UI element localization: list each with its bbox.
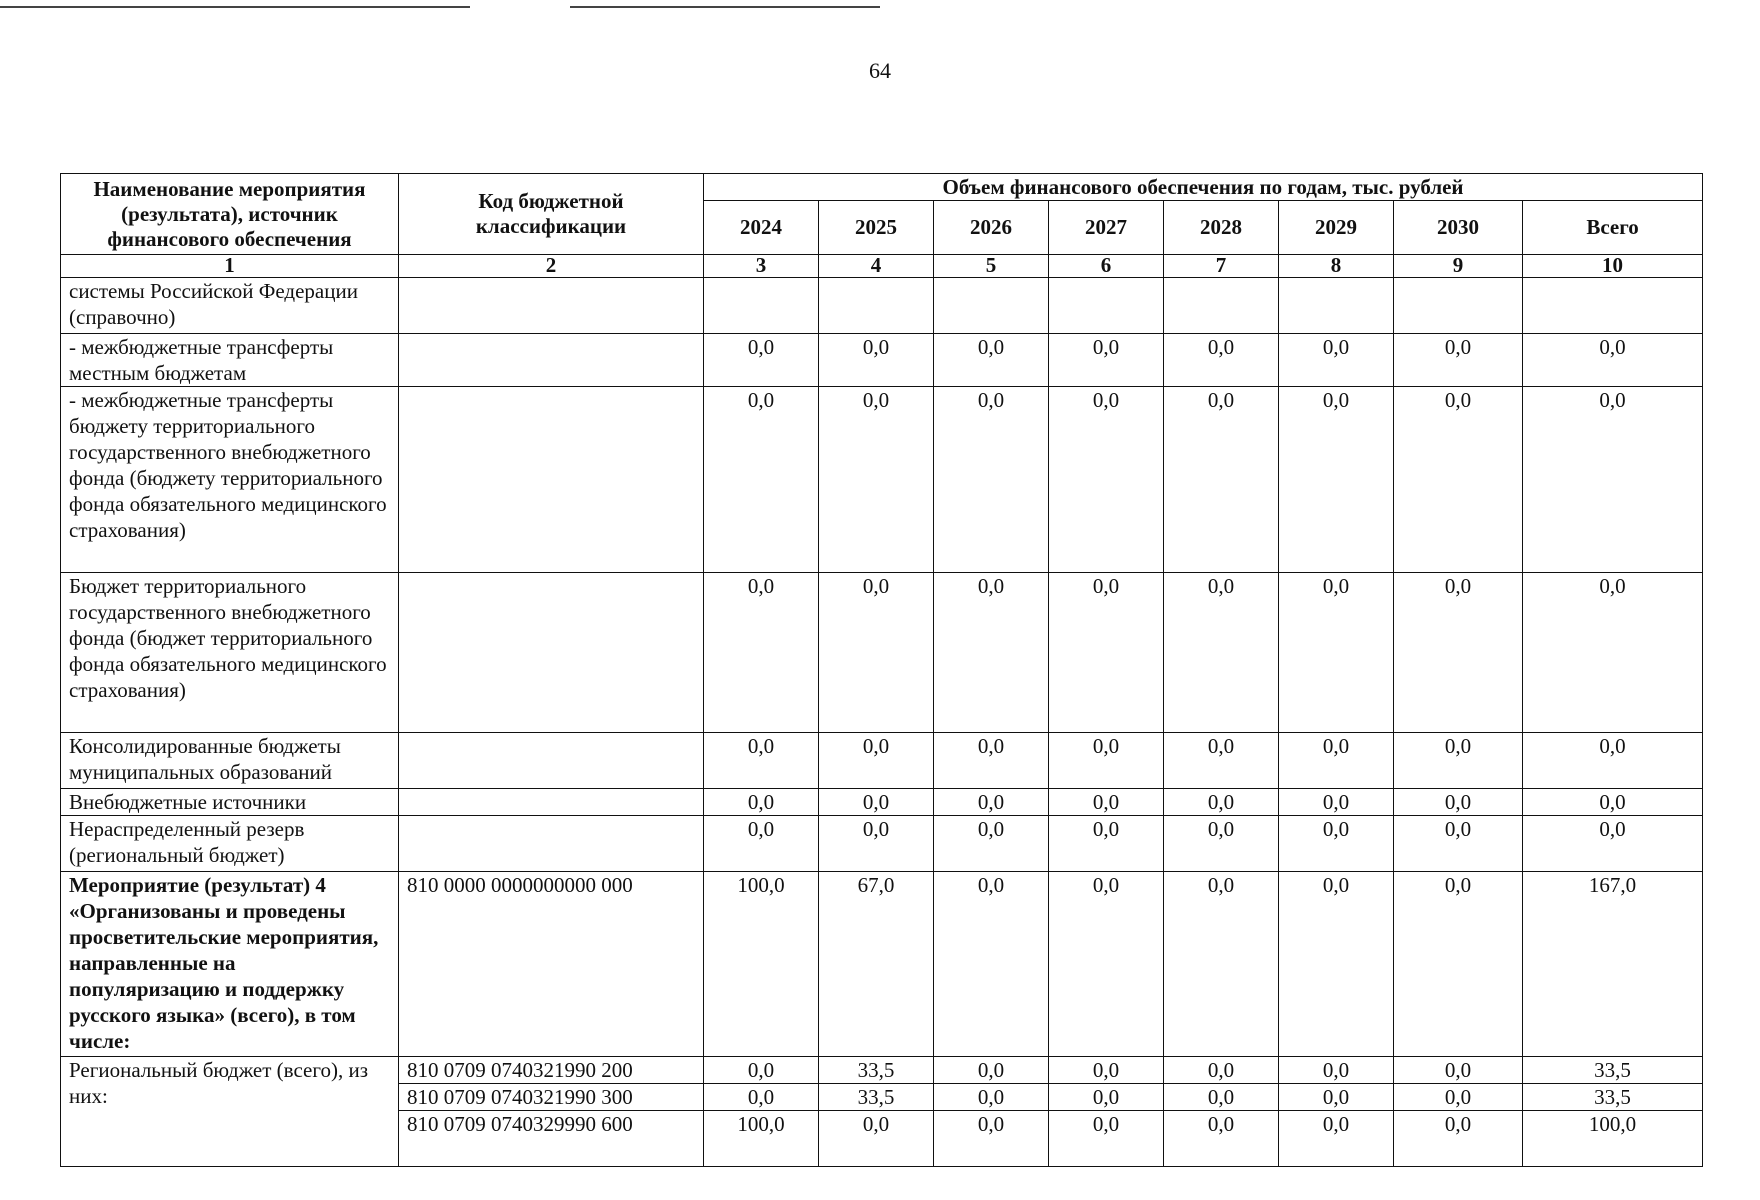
row-value: 0,0 bbox=[704, 1057, 819, 1084]
row-value: 0,0 bbox=[1164, 573, 1279, 733]
table-body bbox=[61, 278, 1703, 1167]
row-value: 0,0 bbox=[1049, 573, 1164, 733]
column-number-row bbox=[61, 255, 1703, 278]
header-year-2029: 2029 bbox=[1279, 201, 1394, 255]
row-value: 100,0 bbox=[704, 872, 819, 1057]
header-code-column: Код бюджетной классификации bbox=[399, 174, 704, 255]
row-label: Консолидированные бюджеты муниципальных образований bbox=[61, 733, 399, 789]
header-total: Всего bbox=[1523, 201, 1703, 255]
row-value: 33,5 bbox=[1523, 1057, 1703, 1084]
table-row bbox=[61, 733, 1703, 789]
table-row bbox=[61, 573, 1703, 733]
row-value: 0,0 bbox=[819, 789, 934, 816]
row-value: 0,0 bbox=[1523, 334, 1703, 387]
row-value: 0,0 bbox=[1049, 1084, 1164, 1111]
row-value: 0,0 bbox=[819, 1111, 934, 1167]
row-value: 0,0 bbox=[704, 573, 819, 733]
row-value: 0,0 bbox=[819, 387, 934, 573]
row-value bbox=[1164, 278, 1279, 334]
row-value: 0,0 bbox=[1394, 573, 1523, 733]
header-year-2025: 2025 bbox=[819, 201, 934, 255]
row-value bbox=[1279, 278, 1394, 334]
row-value: 0,0 bbox=[704, 1084, 819, 1111]
row-value: 0,0 bbox=[1523, 789, 1703, 816]
row-value: 0,0 bbox=[1049, 872, 1164, 1057]
row-value: 0,0 bbox=[934, 733, 1049, 789]
row-value: 0,0 bbox=[1164, 789, 1279, 816]
row-value: 0,0 bbox=[1279, 733, 1394, 789]
row-value: 0,0 bbox=[1164, 1084, 1279, 1111]
row-value: 0,0 bbox=[819, 733, 934, 789]
table-row bbox=[61, 334, 1703, 387]
scan-artifact-line-right bbox=[570, 6, 880, 8]
row-code bbox=[399, 733, 704, 789]
row-value: 0,0 bbox=[1523, 816, 1703, 872]
table-row-regional bbox=[61, 1057, 1703, 1084]
row-value: 0,0 bbox=[1394, 1057, 1523, 1084]
header-year-2030: 2030 bbox=[1394, 201, 1523, 255]
row-value: 0,0 bbox=[1049, 789, 1164, 816]
table-row bbox=[61, 278, 1703, 334]
row-value: 0,0 bbox=[1049, 1057, 1164, 1084]
row-value: 0,0 bbox=[1049, 733, 1164, 789]
row-label-regional: Региональный бюджет (всего), из них: bbox=[61, 1057, 399, 1167]
row-value: 0,0 bbox=[1279, 1084, 1394, 1111]
row-value: 0,0 bbox=[934, 334, 1049, 387]
row-value: 0,0 bbox=[819, 573, 934, 733]
column-number: 10 bbox=[1523, 255, 1703, 278]
row-label: - межбюджетные трансферты бюджету территориального государственного внебюджетного фонда (бюджету территориального фонда обязательного медицинского страхования) bbox=[61, 387, 399, 573]
row-label: Бюджет территориального государственного внебюджетного фонда (бюджет территориального фонда обязательного медицинского страхования) bbox=[61, 573, 399, 733]
row-value: 0,0 bbox=[819, 334, 934, 387]
row-value: 0,0 bbox=[934, 1084, 1049, 1111]
row-value: 0,0 bbox=[1394, 1084, 1523, 1111]
row-code bbox=[399, 387, 704, 573]
row-value bbox=[1394, 278, 1523, 334]
row-value: 0,0 bbox=[1164, 872, 1279, 1057]
row-value: 0,0 bbox=[1394, 1111, 1523, 1167]
header-row-top bbox=[61, 174, 1703, 201]
row-value: 0,0 bbox=[1394, 733, 1523, 789]
row-value: 0,0 bbox=[1279, 1111, 1394, 1167]
table-row bbox=[61, 789, 1703, 816]
header-year-2024: 2024 bbox=[704, 201, 819, 255]
row-label: системы Российской Федерации (справочно) bbox=[61, 278, 399, 334]
row-code bbox=[399, 573, 704, 733]
row-code: 810 0000 0000000000 000 bbox=[399, 872, 704, 1057]
row-value: 0,0 bbox=[1279, 387, 1394, 573]
row-value: 0,0 bbox=[934, 573, 1049, 733]
row-value: 0,0 bbox=[1394, 789, 1523, 816]
column-number: 2 bbox=[399, 255, 704, 278]
row-value: 67,0 bbox=[819, 872, 934, 1057]
row-value: 0,0 bbox=[934, 789, 1049, 816]
column-number: 3 bbox=[704, 255, 819, 278]
row-value: 0,0 bbox=[704, 816, 819, 872]
table-row bbox=[61, 816, 1703, 872]
row-value: 0,0 bbox=[1394, 387, 1523, 573]
scan-artifact-line-left bbox=[0, 6, 470, 8]
row-label: Внебюджетные источники bbox=[61, 789, 399, 816]
row-value: 0,0 bbox=[934, 1111, 1049, 1167]
column-number: 6 bbox=[1049, 255, 1164, 278]
row-value: 0,0 bbox=[1049, 387, 1164, 573]
header-year-2027: 2027 bbox=[1049, 201, 1164, 255]
row-value bbox=[819, 278, 934, 334]
column-number: 9 bbox=[1394, 255, 1523, 278]
row-value: 0,0 bbox=[1279, 816, 1394, 872]
row-value: 100,0 bbox=[1523, 1111, 1703, 1167]
row-value: 0,0 bbox=[1164, 816, 1279, 872]
row-value: 0,0 bbox=[704, 387, 819, 573]
row-value bbox=[1523, 278, 1703, 334]
row-value: 0,0 bbox=[1523, 387, 1703, 573]
row-value: 0,0 bbox=[1279, 573, 1394, 733]
row-value bbox=[934, 278, 1049, 334]
row-value: 0,0 bbox=[704, 334, 819, 387]
row-value: 0,0 bbox=[1279, 334, 1394, 387]
row-value: 0,0 bbox=[704, 789, 819, 816]
row-value: 0,0 bbox=[1164, 387, 1279, 573]
table-row-event-total bbox=[61, 872, 1703, 1057]
row-value: 0,0 bbox=[1049, 334, 1164, 387]
row-value: 0,0 bbox=[934, 872, 1049, 1057]
row-value: 0,0 bbox=[1394, 816, 1523, 872]
header-year-2026: 2026 bbox=[934, 201, 1049, 255]
row-value: 33,5 bbox=[819, 1057, 934, 1084]
row-code bbox=[399, 789, 704, 816]
row-value: 0,0 bbox=[1049, 1111, 1164, 1167]
row-value: 0,0 bbox=[934, 1057, 1049, 1084]
column-number: 5 bbox=[934, 255, 1049, 278]
budget-table bbox=[60, 173, 1703, 1167]
row-value: 0,0 bbox=[1394, 334, 1523, 387]
row-value: 0,0 bbox=[1049, 816, 1164, 872]
row-value bbox=[704, 278, 819, 334]
row-value: 0,0 bbox=[1279, 872, 1394, 1057]
row-value: 0,0 bbox=[934, 387, 1049, 573]
column-number: 7 bbox=[1164, 255, 1279, 278]
row-code: 810 0709 0740329990 600 bbox=[399, 1111, 704, 1167]
row-value: 0,0 bbox=[1164, 1057, 1279, 1084]
row-value: 33,5 bbox=[1523, 1084, 1703, 1111]
row-label: Нераспределенный резерв (региональный бюджет) bbox=[61, 816, 399, 872]
page-number: 64 bbox=[869, 58, 891, 83]
row-value: 0,0 bbox=[1523, 573, 1703, 733]
row-value: 0,0 bbox=[1279, 1057, 1394, 1084]
column-number: 8 bbox=[1279, 255, 1394, 278]
column-number: 4 bbox=[819, 255, 934, 278]
header-volume-group: Объем финансового обеспечения по годам, тыс. рублей bbox=[704, 174, 1703, 201]
row-value: 33,5 bbox=[819, 1084, 934, 1111]
row-code bbox=[399, 334, 704, 387]
row-value: 0,0 bbox=[934, 816, 1049, 872]
row-value: 0,0 bbox=[1164, 1111, 1279, 1167]
row-value: 100,0 bbox=[704, 1111, 819, 1167]
row-value: 0,0 bbox=[704, 733, 819, 789]
row-label: - межбюджетные трансферты местным бюджетам bbox=[61, 334, 399, 387]
row-value: 0,0 bbox=[1394, 872, 1523, 1057]
column-number: 1 bbox=[61, 255, 399, 278]
row-label-event: Мероприятие (результат) 4 «Организованы и проведены просветительские мероприятия, направленные на популяризацию и поддержку русского языка» (всего), в том числе: bbox=[61, 872, 399, 1057]
row-value: 0,0 bbox=[1523, 733, 1703, 789]
table-row bbox=[61, 387, 1703, 573]
row-value: 0,0 bbox=[1164, 334, 1279, 387]
row-value: 0,0 bbox=[1164, 733, 1279, 789]
header-year-2028: 2028 bbox=[1164, 201, 1279, 255]
row-code bbox=[399, 278, 704, 334]
row-code: 810 0709 0740321990 300 bbox=[399, 1084, 704, 1111]
header-name-column: Наименование мероприятия (результата), источник финансового обеспечения bbox=[61, 174, 399, 255]
row-value: 0,0 bbox=[1279, 789, 1394, 816]
row-value: 167,0 bbox=[1523, 872, 1703, 1057]
row-code: 810 0709 0740321990 200 bbox=[399, 1057, 704, 1084]
row-value: 0,0 bbox=[819, 816, 934, 872]
row-code bbox=[399, 816, 704, 872]
row-value bbox=[1049, 278, 1164, 334]
